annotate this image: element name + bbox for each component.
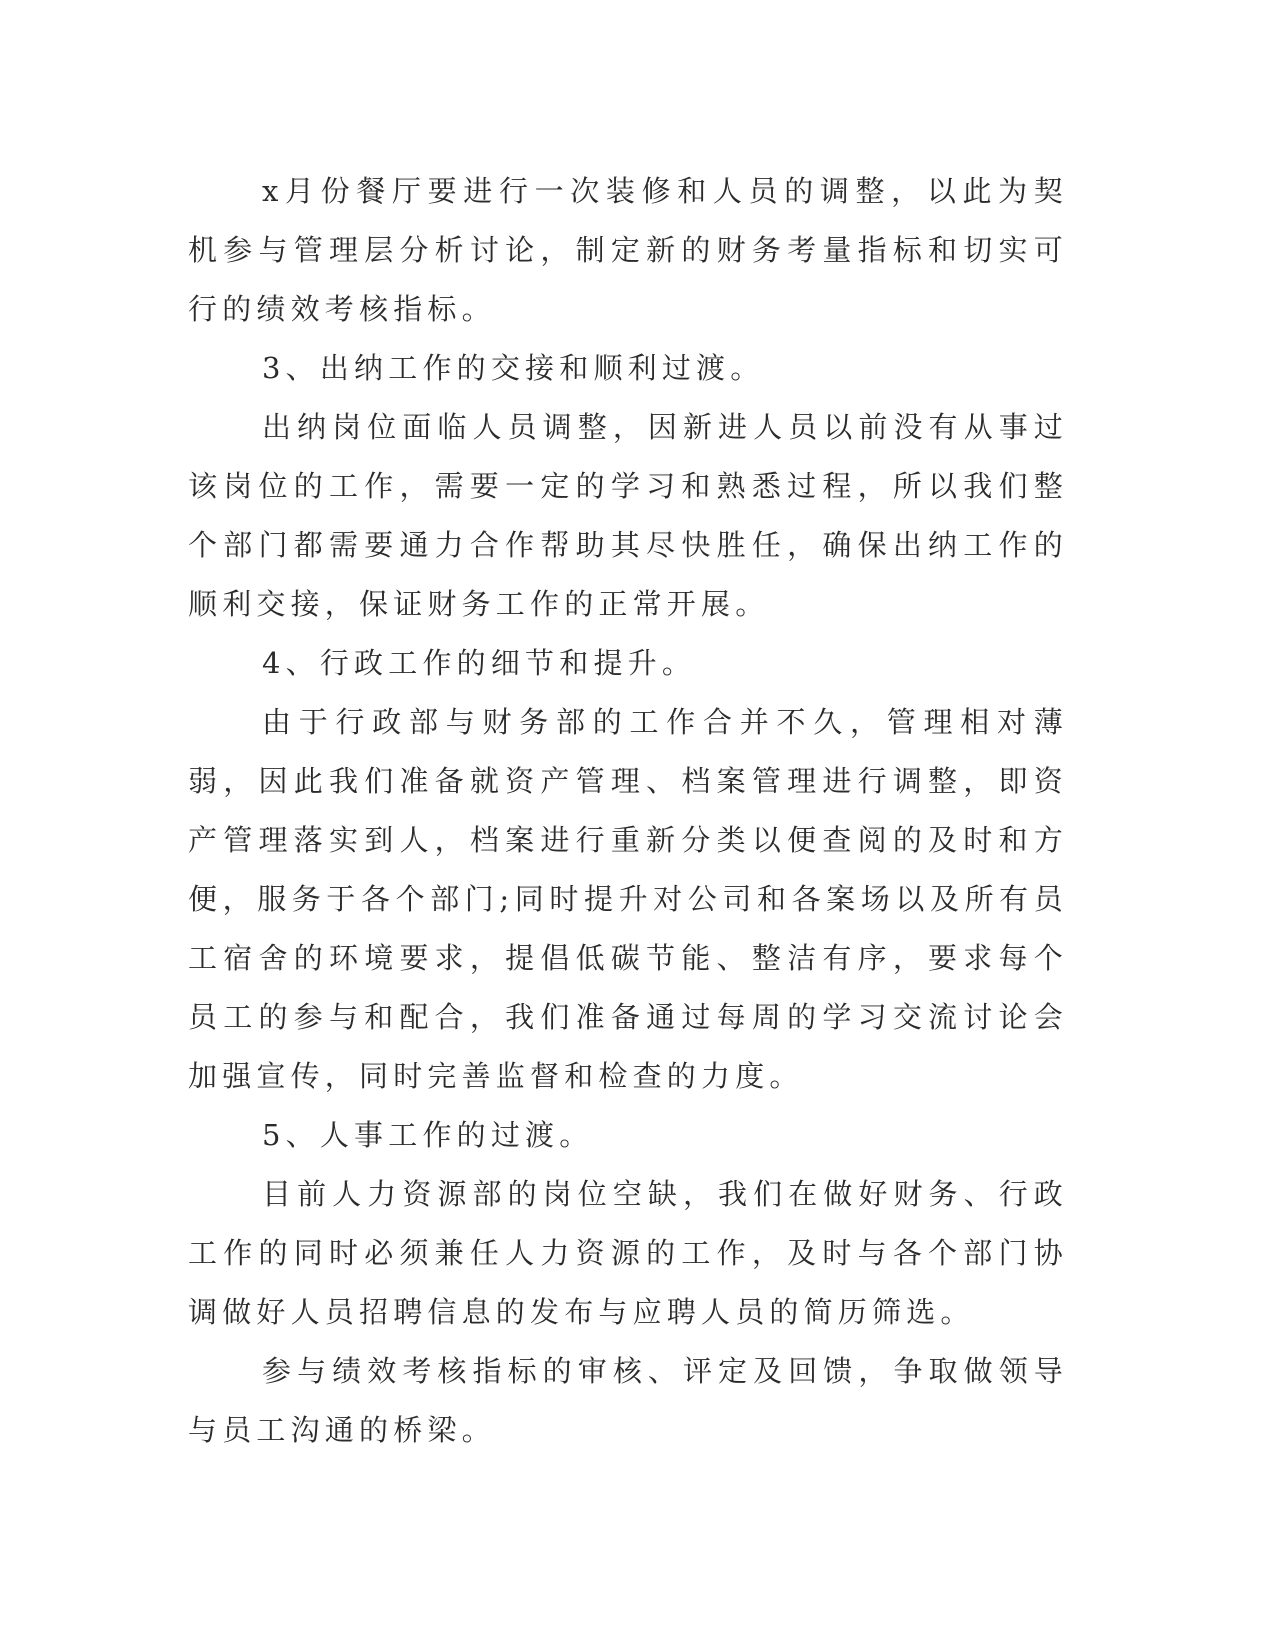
paragraph-hr-transition: 目前人力资源部的岗位空缺，我们在做好财务、行政工作的同时必须兼任人力资源的工作，及时与各个部门协调做好人员招聘信息的发布与应聘人员的简历筛选。: [188, 1177, 1068, 1329]
heading-admin-improvement: 4、行政工作的细节和提升。: [262, 646, 697, 680]
paragraph-admin-improvement: 由于行政部与财务部的工作合并不久，管理相对薄弱，因此我们准备就资产管理、档案管理进行调整，即资产管理落实到人，档案进行重新分类以便查阅的及时和方便，服务于各个部门;同时提升对公司和各案场以及所有员工宿舍的环境要求，提倡低碳节能、整洁有序，要求每个员工的参与和配合，我们准备通过每周的学习交流讨论会加强宣传，同时完善监督和检查的力度。: [188, 705, 1068, 1093]
paragraph-renovation-plan: x月份餐厅要进行一次装修和人员的调整，以此为契机参与管理层分析讨论，制定新的财务考量指标和切实可行的绩效考核指标。: [188, 174, 1068, 326]
document-body: [188, 162, 1068, 1460]
paragraph-performance-review: 参与绩效考核指标的审核、评定及回馈，争取做领导与员工沟通的桥梁。: [188, 1354, 1068, 1447]
heading-hr-transition: 5、人事工作的过渡。: [262, 1118, 594, 1152]
heading-cashier-handover: 3、出纳工作的交接和顺利过渡。: [262, 351, 765, 385]
paragraph-cashier-handover: 出纳岗位面临人员调整，因新进人员以前没有从事过该岗位的工作，需要一定的学习和熟悉过程，所以我们整个部门都需要通力合作帮助其尽快胜任，确保出纳工作的顺利交接，保证财务工作的正常开展。: [188, 410, 1068, 621]
